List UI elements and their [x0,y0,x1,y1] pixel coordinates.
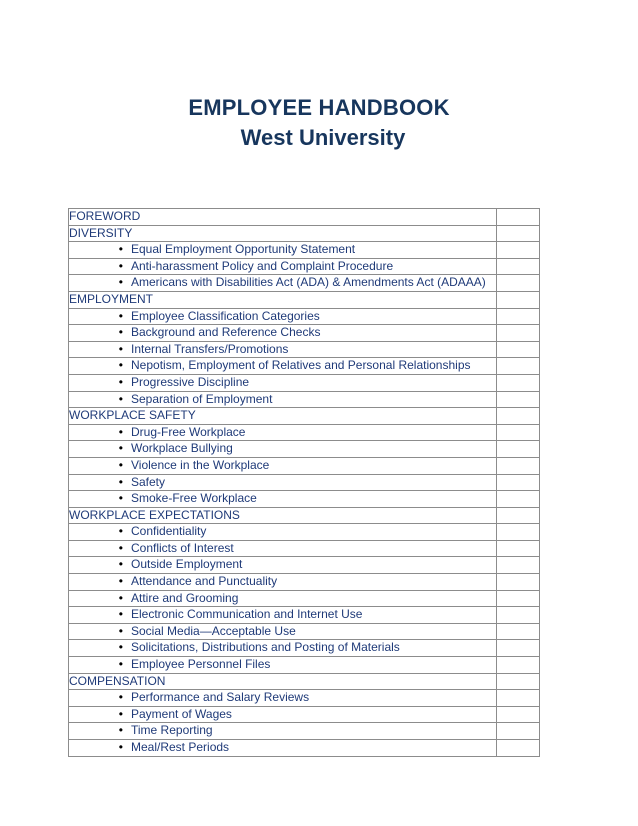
contents-table [68,208,540,757]
document-header [0,94,638,152]
bullet-icon: • [118,590,123,605]
empty-column-cell [497,242,540,259]
bullet-icon: • [118,474,123,489]
list-item-text: Attire and Grooming [131,590,239,605]
list-item [69,242,497,259]
list-item [69,358,497,375]
list-item [69,424,497,441]
section-heading: DIVERSITY [69,225,497,242]
empty-column-cell [497,258,540,275]
bullet-icon: • [118,557,123,572]
empty-column-cell [497,424,540,441]
bullet-icon: • [118,258,123,273]
list-item [69,557,497,574]
bullet-icon: • [118,706,123,721]
bullet-icon: • [118,424,123,439]
list-item [69,607,497,624]
section-heading-row [69,291,540,308]
empty-column-cell [497,657,540,674]
list-item [69,723,497,740]
bullet-icon: • [118,524,123,539]
section-heading: WORKPLACE EXPECTATIONS [69,507,497,524]
empty-column-cell [497,690,540,707]
section-heading: EMPLOYMENT [69,291,497,308]
list-item [69,690,497,707]
bullet-icon: • [118,657,123,672]
list-item [69,441,497,458]
list-item-row [69,341,540,358]
list-item-row [69,391,540,408]
list-item-row [69,607,540,624]
empty-column-cell [497,457,540,474]
list-item-row [69,457,540,474]
empty-column-cell [497,358,540,375]
list-item-text: Solicitations, Distributions and Posting of Materials [131,640,400,655]
empty-column-cell [497,325,540,342]
list-item [69,474,497,491]
list-item [69,308,497,325]
bullet-icon: • [118,723,123,738]
list-item-row [69,258,540,275]
list-item-text: Attendance and Punctuality [131,574,278,589]
section-heading: WORKPLACE SAFETY [69,408,497,425]
empty-column-cell [497,275,540,292]
list-item [69,657,497,674]
list-item-text: Confidentiality [131,524,207,539]
empty-column-cell [497,391,540,408]
bullet-icon: • [118,441,123,456]
empty-column-cell [497,706,540,723]
document-title: EMPLOYEE HANDBOOK [188,95,450,120]
list-item-row [69,474,540,491]
bullet-icon: • [118,491,123,506]
bullet-icon: • [118,242,123,257]
empty-column-cell [497,623,540,640]
list-item [69,391,497,408]
bullet-icon: • [118,374,123,389]
list-item [69,457,497,474]
empty-column-cell [497,474,540,491]
section-heading: FOREWORD [69,209,497,226]
list-item-row [69,441,540,458]
empty-column-cell [497,673,540,690]
list-item-text: Violence in the Workplace [131,457,270,472]
list-item [69,540,497,557]
empty-column-cell [497,408,540,425]
list-item-text: Conflicts of Interest [131,540,234,555]
list-item-text: Performance and Salary Reviews [131,690,310,705]
list-item-row [69,424,540,441]
list-item [69,491,497,508]
list-item [69,590,497,607]
list-item-text: Meal/Rest Periods [131,740,230,754]
bullet-icon: • [118,341,123,356]
list-item-text: Payment of Wages [131,706,232,721]
list-item-text: Outside Employment [131,557,243,572]
list-item-row [69,690,540,707]
list-item-text: Time Reporting [131,723,213,738]
bullet-icon: • [118,690,123,705]
list-item-row [69,557,540,574]
list-item-row [69,308,540,325]
bullet-icon: • [118,325,123,340]
empty-column-cell [497,590,540,607]
empty-column-cell [497,557,540,574]
empty-column-cell [497,540,540,557]
empty-column-cell [497,524,540,541]
list-item [69,574,497,591]
empty-column-cell [497,740,540,757]
list-item-text: Social Media—Acceptable Use [131,623,296,638]
empty-column-cell [497,291,540,308]
list-item [69,623,497,640]
empty-column-cell [497,209,540,226]
empty-column-cell [497,441,540,458]
empty-column-cell [497,723,540,740]
list-item-row [69,524,540,541]
list-item [69,740,497,757]
list-item-text: Employee Personnel Files [131,657,271,672]
bullet-icon: • [118,308,123,323]
list-item-row [69,706,540,723]
list-item-row [69,325,540,342]
list-item-text: Internal Transfers/Promotions [131,341,289,356]
empty-column-cell [497,341,540,358]
bullet-icon: • [118,574,123,589]
empty-column-cell [497,491,540,508]
bullet-icon: • [118,457,123,472]
bullet-icon: • [118,607,123,622]
list-item-row [69,640,540,657]
list-item-row [69,242,540,259]
section-heading-row [69,507,540,524]
bullet-icon: • [118,540,123,555]
list-item-text: Americans with Disabilities Act (ADA) & Amendments Act (ADAAA) [131,275,486,290]
bullet-icon: • [118,640,123,655]
list-item-row [69,590,540,607]
empty-column-cell [497,574,540,591]
list-item [69,325,497,342]
list-item [69,640,497,657]
list-item-row [69,275,540,292]
list-item-row [69,540,540,557]
list-item-row [69,358,540,375]
list-item-row [69,723,540,740]
list-item-text: Electronic Communication and Internet Use [131,607,363,622]
bullet-icon: • [118,391,123,406]
list-item [69,524,497,541]
bullet-icon: • [118,740,123,754]
empty-column-cell [497,607,540,624]
list-item-text: Drug-Free Workplace [131,424,246,439]
list-item [69,258,497,275]
bullet-icon: • [118,623,123,638]
section-heading-row [69,209,540,226]
section-heading-row [69,408,540,425]
list-item-text: Background and Reference Checks [131,325,321,340]
list-item-row [69,623,540,640]
list-item-text: Anti-harassment Policy and Complaint Procedure [131,258,394,273]
empty-column-cell [497,308,540,325]
list-item-row [69,491,540,508]
empty-column-cell [497,507,540,524]
list-item-text: Safety [131,474,166,489]
list-item [69,706,497,723]
document-subtitle: West University [240,125,406,150]
list-item-row [69,574,540,591]
bullet-icon: • [118,275,123,290]
list-item-row [69,657,540,674]
list-item-row [69,740,540,757]
empty-column-cell [497,225,540,242]
list-item-row [69,374,540,391]
list-item-text: Separation of Employment [131,391,273,406]
list-item-text: Employee Classification Categories [131,308,320,323]
list-item-text: Progressive Discipline [131,374,250,389]
empty-column-cell [497,374,540,391]
list-item-text: Workplace Bullying [131,441,233,456]
list-item [69,374,497,391]
list-item-text: Smoke-Free Workplace [131,491,257,506]
list-item [69,341,497,358]
section-heading-row [69,673,540,690]
section-heading: COMPENSATION [69,673,497,690]
list-item-text: Nepotism, Employment of Relatives and Personal Relationships [131,358,471,373]
section-heading-row [69,225,540,242]
bullet-icon: • [118,358,123,373]
list-item-text: Equal Employment Opportunity Statement [131,242,356,257]
list-item [69,275,497,292]
empty-column-cell [497,640,540,657]
